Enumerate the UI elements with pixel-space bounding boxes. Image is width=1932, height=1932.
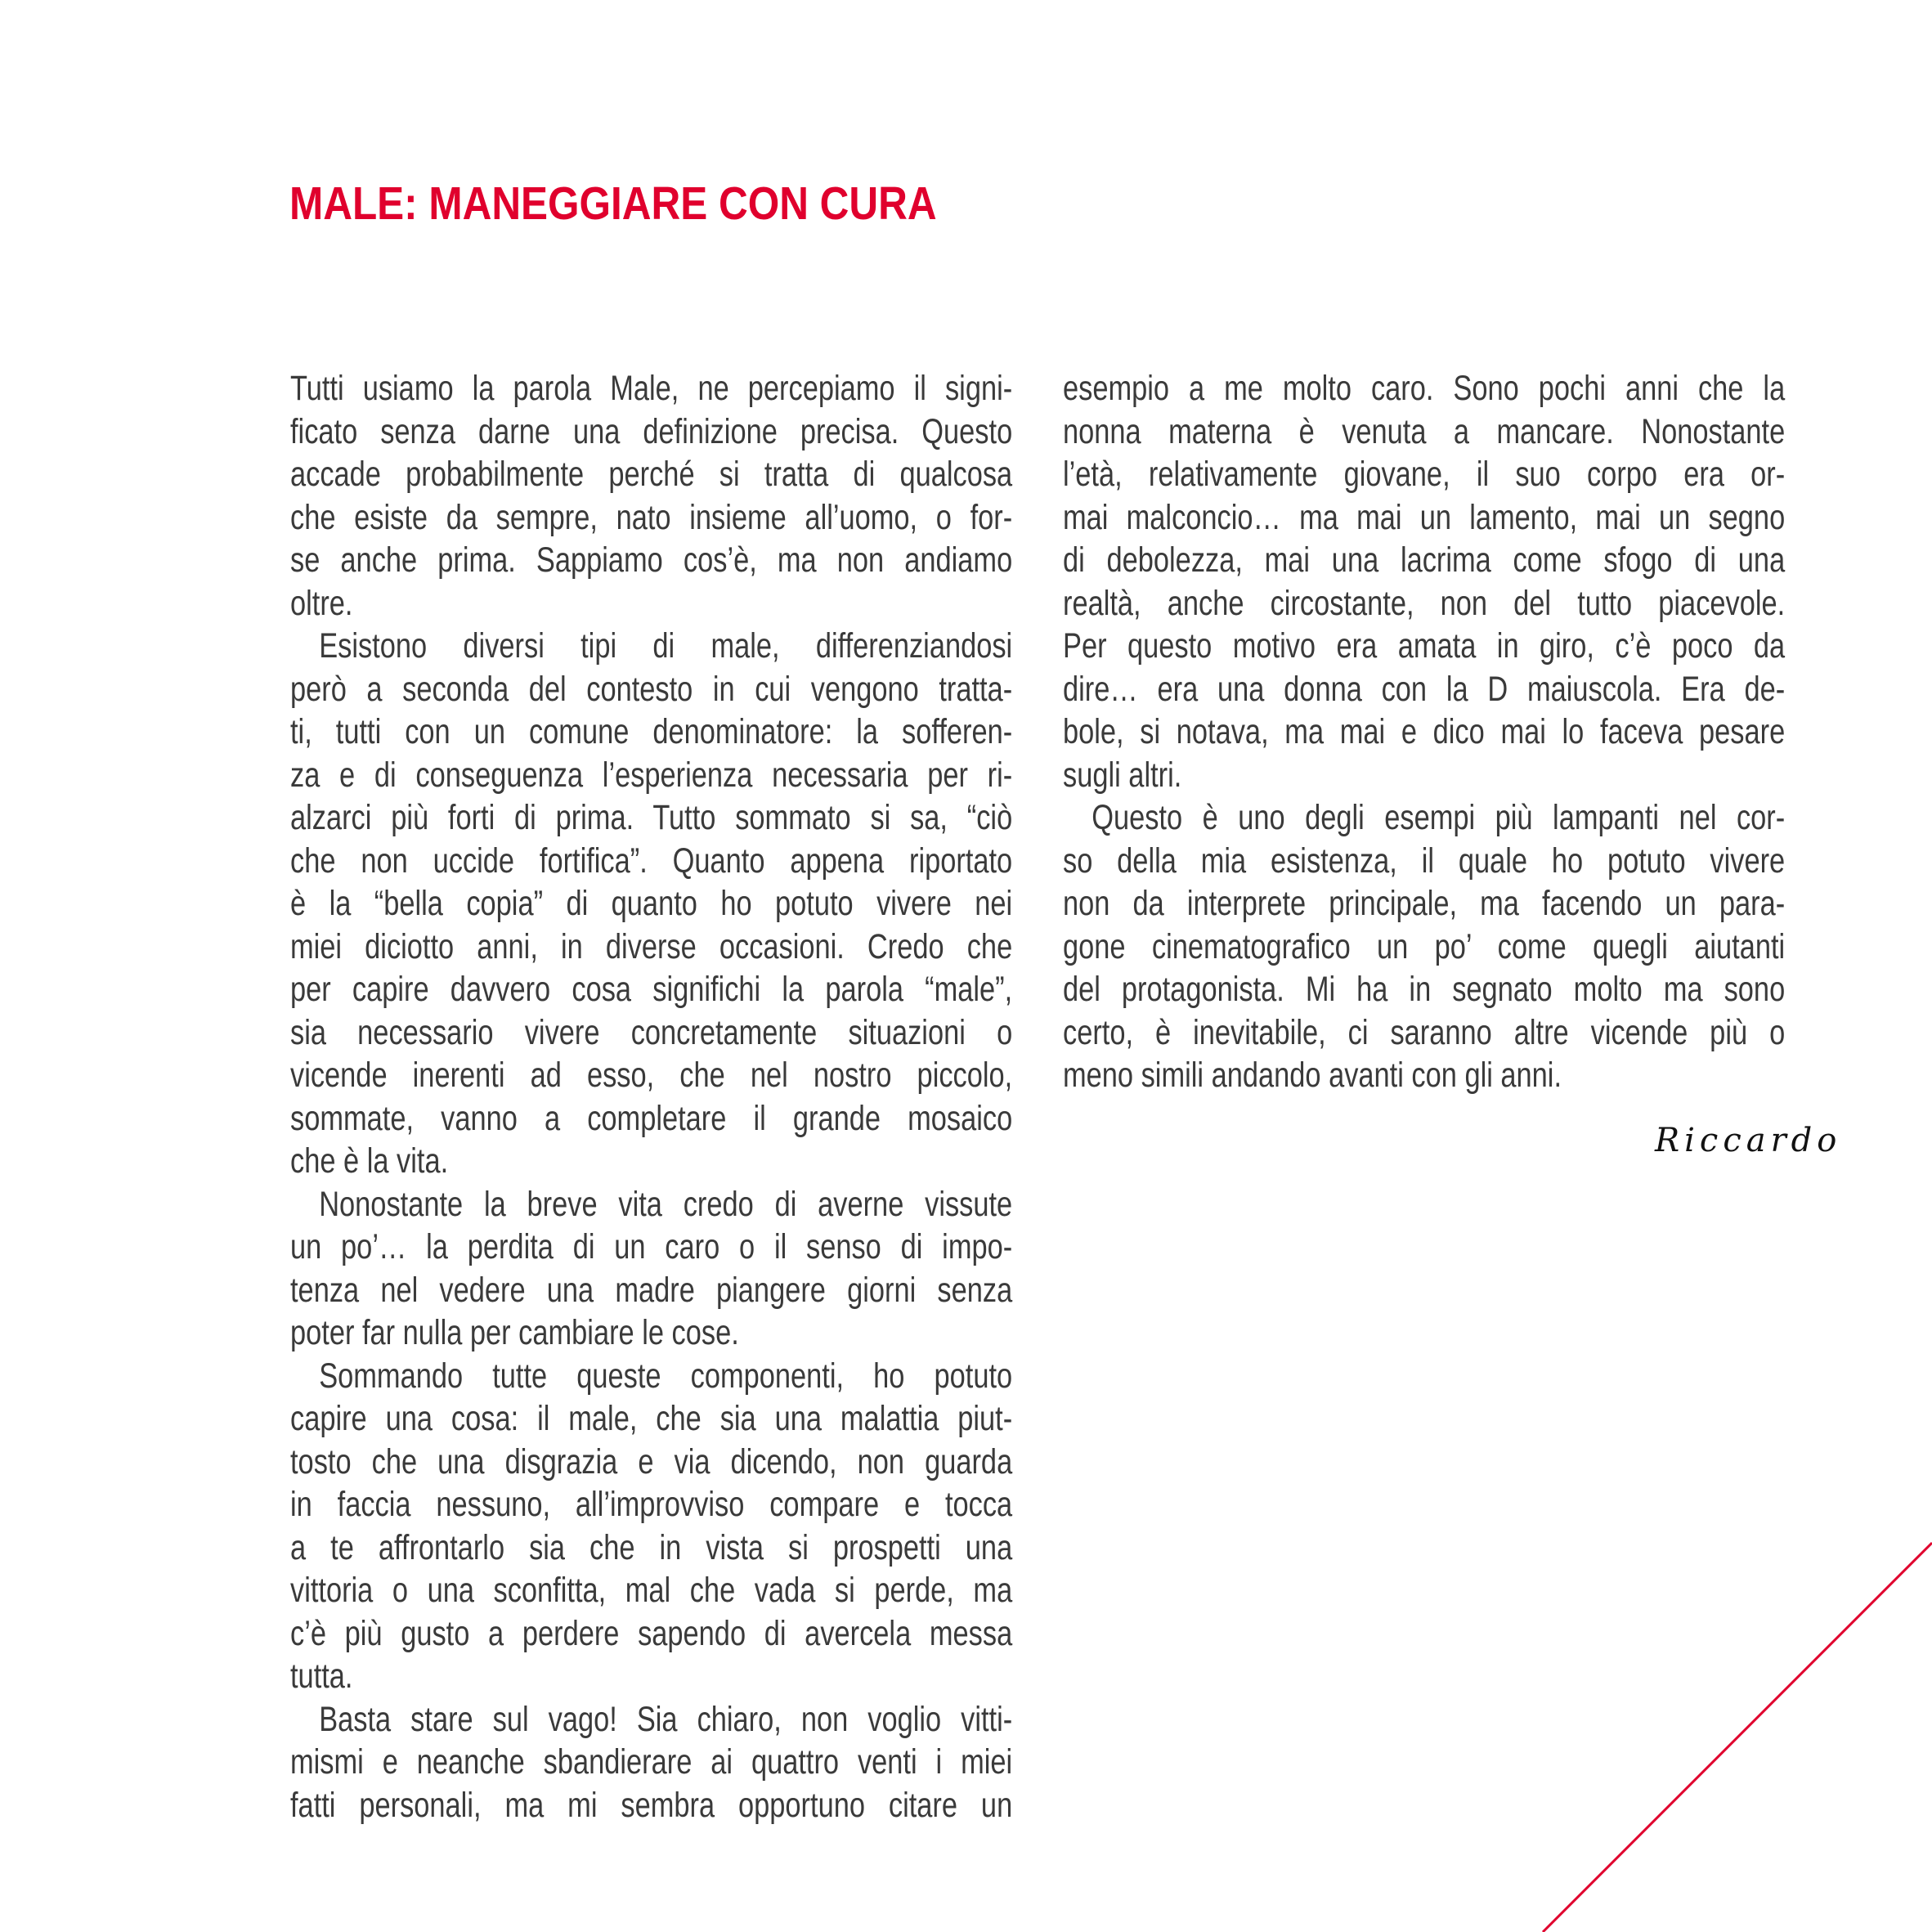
text-line: se anche prima. Sappiamo cos’è, ma non andiamo	[290, 540, 1013, 580]
text-line: meno simili andando avanti con gli anni.	[1063, 1056, 1562, 1095]
text-line: Tutti usiamo la parola Male, ne percepiamo il signi-	[290, 369, 1013, 408]
text-line: che non uccide fortifica”. Quanto appena riportato	[290, 840, 1013, 881]
text-line: ficato senza darne una definizione precisa. Questo	[290, 411, 1013, 451]
text-line: mai malconcio… ma mai un lamento, mai un segno	[1063, 497, 1786, 537]
text-line: esempio a me molto caro. Sono pochi anni che la	[1063, 369, 1786, 408]
text-line: a te affrontarlo sia che in vista si prospetti una	[290, 1527, 1013, 1567]
text-line: fatti personali, ma mi sembra opportuno citare un	[290, 1785, 1013, 1825]
text-line: alzarci più forti di prima. Tutto sommato si sa, “ciò	[290, 798, 1013, 837]
text-line: certo, è inevitabile, ci saranno altre vicende più o	[1063, 1012, 1786, 1052]
text-line: tosto che una disgrazia e via dicendo, non guarda	[290, 1441, 1013, 1481]
text-line: non da interprete principale, ma facendo un para-	[1063, 884, 1786, 923]
text-line: in faccia nessuno, all’improvviso compare e tocca	[290, 1485, 1013, 1524]
text-line: gone cinematografico un po’ come quegli aiutanti	[1063, 926, 1786, 966]
text-column-left	[290, 367, 1012, 1827]
text-line: che è la vita.	[290, 1141, 449, 1181]
text-line: vittoria o una sconfitta, mal che vada si perde, ma	[290, 1571, 1013, 1610]
text-line: c’è più gusto a perdere sapendo di avercela messa	[290, 1613, 1013, 1653]
text-line: sommate, vanno a completare il grande mosaico	[290, 1098, 1013, 1138]
text-line: Basta stare sul vago! Sia chiaro, non voglio vitti-	[319, 1699, 1013, 1739]
text-line: capire una cosa: il male, che sia una malattia piut-	[290, 1399, 1013, 1438]
text-line: tutta.	[290, 1656, 353, 1696]
text-line: poter far nulla per cambiare le cose.	[290, 1313, 739, 1352]
text-line: del protagonista. Mi ha in segnato molto ma sono	[1063, 970, 1786, 1009]
text-line: che esiste da sempre, nato insieme all’uomo, o for-	[290, 497, 1013, 537]
text-line: nonna materna è venuta a mancare. Nonostante	[1063, 411, 1786, 451]
text-line: per capire davvero cosa significhi la parola “male”,	[290, 970, 1013, 1009]
text-line: oltre.	[290, 583, 353, 623]
text-line: è la “bella copia” di quanto ho potuto vivere nei	[290, 884, 1013, 923]
text-line: l’età, relativamente giovane, il suo corpo era or-	[1063, 455, 1786, 494]
text-line: so della mia esistenza, il quale ho potuto vivere	[1063, 840, 1786, 881]
text-line: però a seconda del contesto in cui vengono tratta-	[290, 669, 1013, 709]
text-line: bole, si notava, ma mai e dico mai lo faceva pesare	[1063, 712, 1786, 751]
text-line: tenza nel vedere una madre piangere giorni senza	[290, 1270, 1013, 1310]
text-line: un po’… la perdita di un caro o il senso di impo-	[290, 1227, 1013, 1266]
text-line: za e di conseguenza l’esperienza necessaria per ri-	[290, 755, 1013, 795]
text-line: ti, tutti con un comune denominatore: la sofferen-	[290, 712, 1013, 751]
text-line: dire… era una donna con la D maiuscola. Era de-	[1063, 669, 1786, 709]
text-line: sugli altri.	[1063, 755, 1182, 795]
text-line: vicende inerenti ad esso, che nel nostro piccolo,	[290, 1056, 1013, 1095]
text-line: realtà, anche circostante, non del tutto piacevole.	[1063, 583, 1786, 623]
text-line: Nonostante la breve vita credo di averne vissute	[319, 1184, 1013, 1224]
text-line: mismi e neanche sbandierare ai quattro venti i miei	[290, 1742, 1013, 1782]
text-line: miei diciotto anni, in diverse occasioni. Credo che	[290, 926, 1013, 966]
text-line: Per questo motivo era amata in giro, c’è poco da	[1063, 626, 1786, 666]
text-line: Esistono diversi tipi di male, differenziandosi	[319, 626, 1013, 666]
author-signature: Riccardo	[1655, 1122, 1842, 1159]
text-line: Questo è uno degli esempi più lampanti nel cor-	[1092, 798, 1786, 837]
text-line: accade probabilmente perché si tratta di qualcosa	[290, 455, 1013, 494]
text-column-right	[1063, 367, 1785, 1097]
text-line: sia necessario vivere concretamente situazioni o	[290, 1012, 1013, 1052]
text-line: di debolezza, mai una lacrima come sfogo di una	[1063, 540, 1786, 580]
text-line: Sommando tutte queste componenti, ho potuto	[319, 1356, 1013, 1396]
page-title: MALE: MANEGGIARE CON CURA	[289, 177, 937, 230]
